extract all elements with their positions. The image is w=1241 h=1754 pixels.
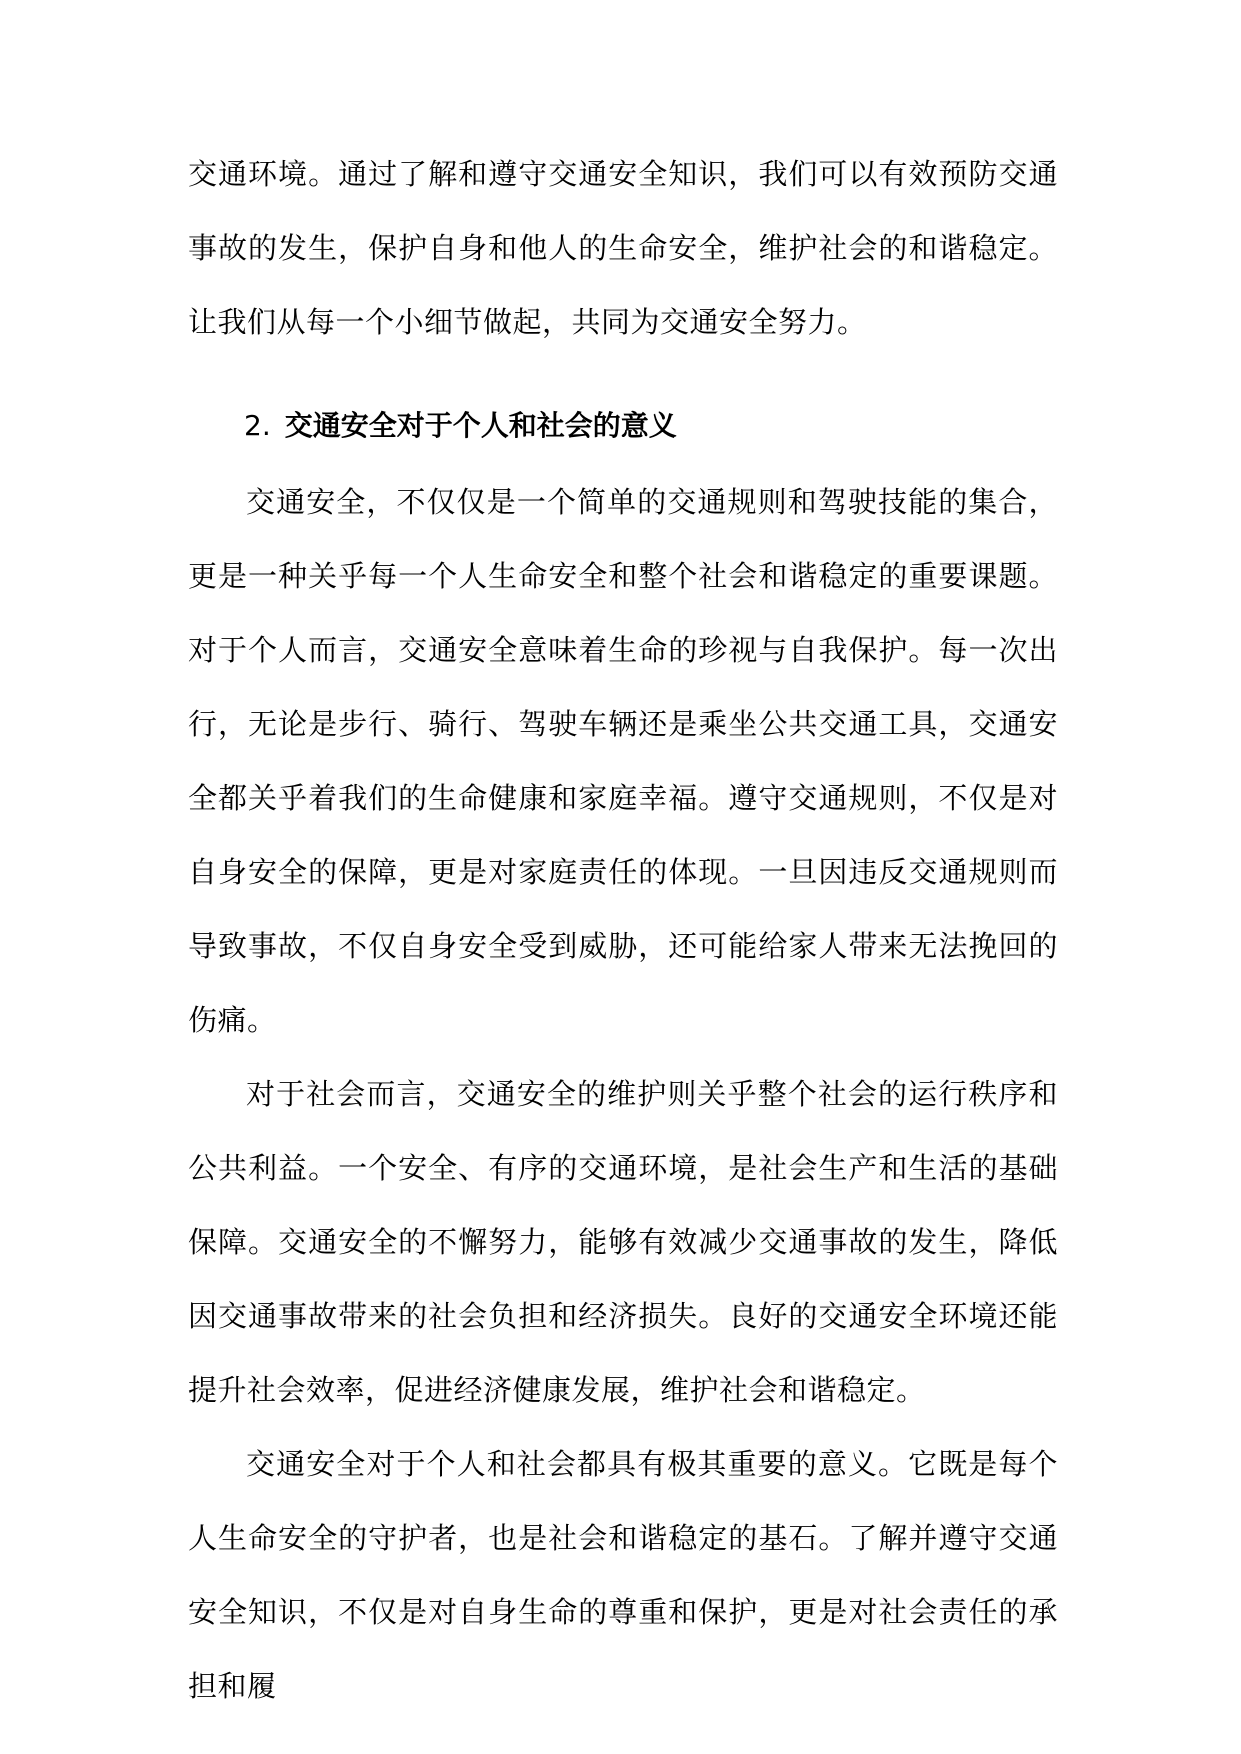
paragraph-personal-significance: 交通安全，不仅仅是一个简单的交通规则和驾驶技能的集合，更是一种关乎每一个人生命安全和整个社会和谐稳定的重要课题。对于个人而言，交通安全意味着生命的珍视与自我保护。每一次出行，无论是步行、骑行、驾驶车辆还是乘坐公共交通工具，交通安全都关乎着我们的生命健康和家庭幸福。遵守交通规则，不仅是对自身安全的保障，更是对家庭责任的体现。一旦因违反交通规则而导致事故，不仅自身安全受到威胁，还可能给家人带来无法挽回的伤痛。 <box>188 485 1058 1037</box>
document-body <box>188 137 1058 1723</box>
paragraph-continuation: 交通环境。通过了解和遵守交通安全知识，我们可以有效预防交通事故的发生，保护自身和他人的生命安全，维护社会的和谐稳定。让我们从每一个小细节做起，共同为交通安全努力。 <box>188 157 1058 339</box>
section-title: 交通安全对于个人和社会的意义 <box>284 409 677 442</box>
paragraph-summary: 交通安全对于个人和社会都具有极其重要的意义。它既是每个人生命安全的守护者，也是社会和谐稳定的基石。了解并遵守交通安全知识，不仅是对自身生命的尊重和保护，更是对社会责任的承担和履 <box>188 1447 1058 1703</box>
paragraph-social-significance: 对于社会而言，交通安全的维护则关乎整个社会的运行秩序和公共利益。一个安全、有序的交通环境，是社会生产和生活的基础保障。交通安全的不懈努力，能够有效减少交通事故的发生，降低因交通事故带来的社会负担和经济损失。良好的交通安全环境还能提升社会效率，促进经济健康发展，维护社会和谐稳定。 <box>188 1077 1058 1407</box>
section-number: 2. <box>244 409 271 442</box>
section-heading <box>188 389 1058 463</box>
